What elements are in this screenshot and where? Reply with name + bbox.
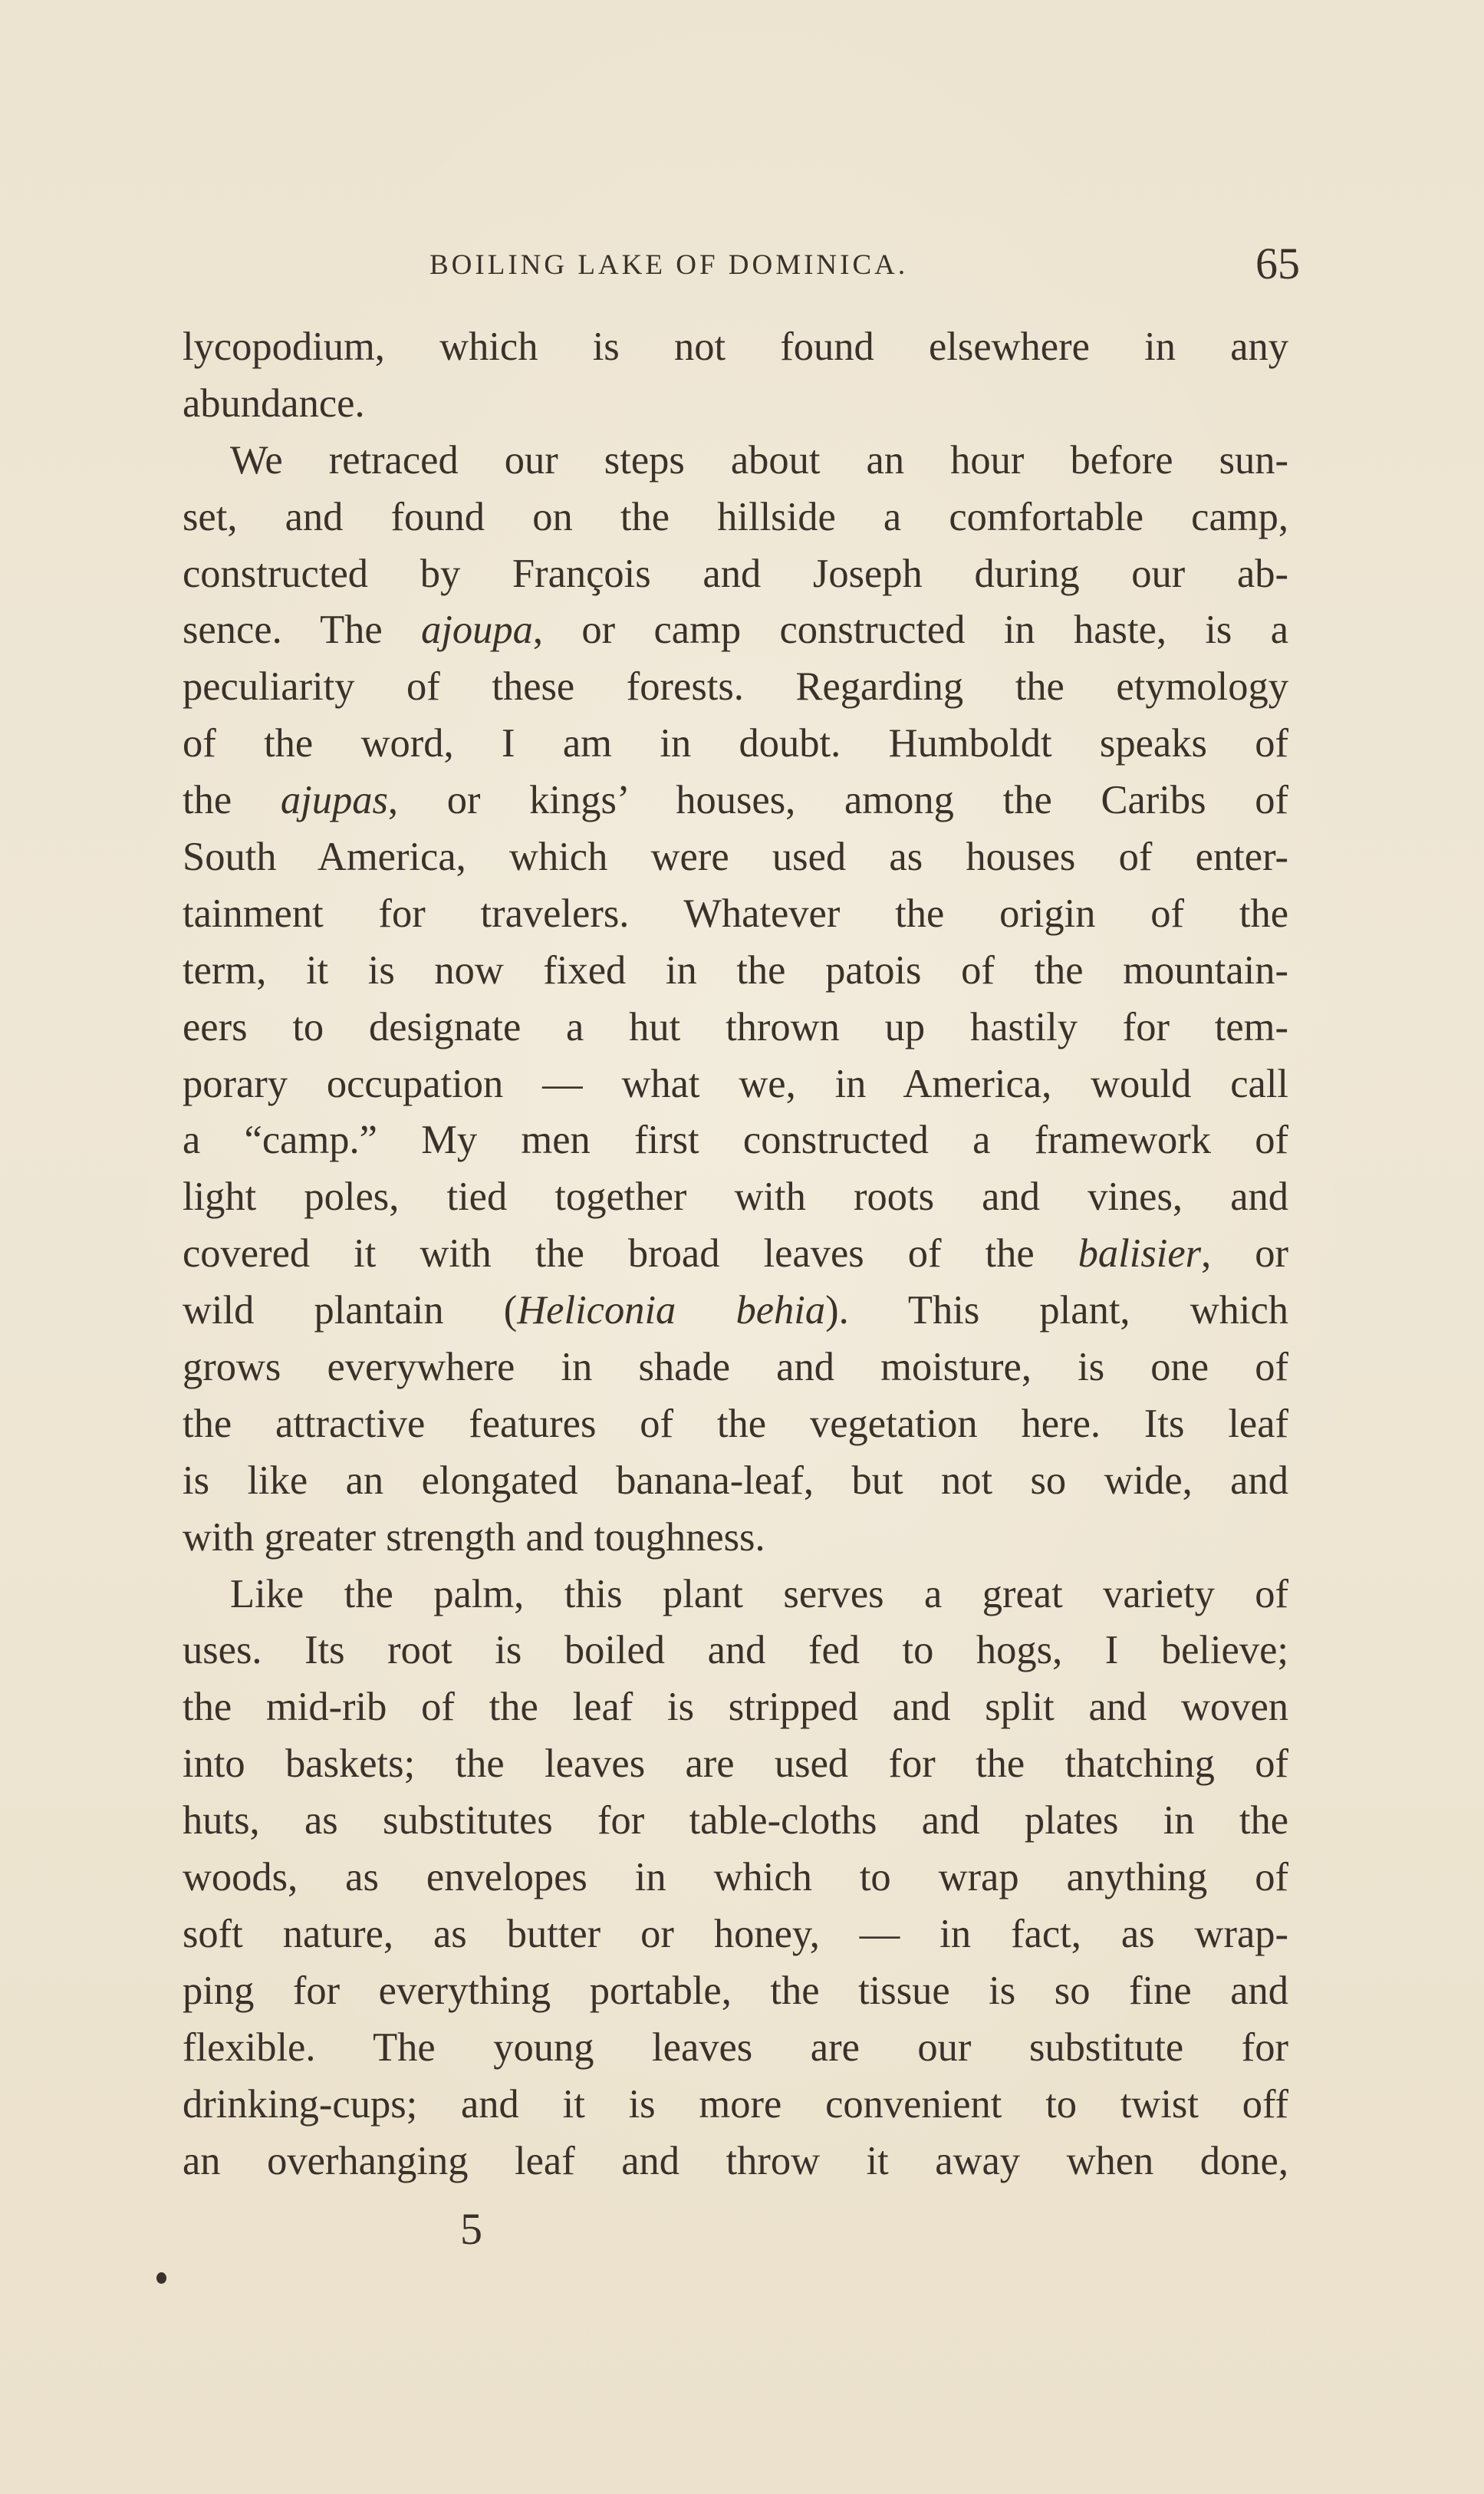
text-line: sence. The ajoupa, or camp constructed in haste, is a [183, 608, 1288, 653]
ink-speck [156, 2272, 166, 2284]
text-line: of the word, I am in doubt. Humboldt speaks of [183, 721, 1288, 766]
italic-term: ajupas [280, 778, 388, 823]
text-line: flexible. The young leaves are our substitute for [183, 2025, 1288, 2070]
text-line: eers to designate a hut thrown up hastily for tem- [183, 1004, 1288, 1049]
text-line: huts, as substitutes for table-cloths and plates in the [183, 1798, 1288, 1843]
text-line: drinking-cups; and it is more convenient to twist off [183, 2081, 1288, 2127]
italic-term: ajoupa [421, 608, 533, 653]
body-text [183, 319, 1288, 2189]
text-line: a “camp.” My men first constructed a framework of [183, 1118, 1288, 1163]
text-line: South America, which were used as houses of enter- [183, 835, 1288, 880]
text-line: abundance. [183, 381, 365, 426]
italic-term: balisier [1078, 1231, 1202, 1277]
text-line: soft nature, as butter or honey, — in fact, as wrap- [183, 1911, 1288, 1956]
text-line: We retraced our steps about an hour before sun- [230, 437, 1288, 483]
text-line: set, and found on the hillside a comfortable camp, [183, 494, 1288, 539]
text-line: porary occupation — what we, in America, would call [183, 1061, 1288, 1106]
text-line: term, it is now fixed in the patois of the mountain- [183, 947, 1288, 993]
running-title: BOILING LAKE OF DOMINICA. [429, 249, 909, 281]
text-line: covered it with the broad leaves of the balisier, or [183, 1231, 1289, 1277]
running-head [429, 239, 1300, 305]
text-line: uses. Its root is boiled and fed to hogs, I believe; [183, 1628, 1288, 1673]
text-line: woods, as envelopes in which to wrap anything of [183, 1855, 1288, 1900]
page-number: 65 [1255, 239, 1300, 288]
text-line: lycopodium, which is not found elsewhere in any [183, 325, 1288, 369]
text-line: light poles, tied together with roots and vines, and [183, 1175, 1288, 1220]
text-line: ping for everything portable, the tissue is so fine and [183, 1968, 1288, 2013]
text-line: an overhanging leaf and throw it away when done, [183, 2138, 1288, 2183]
text-line: grows everywhere in shade and moisture, is one of [183, 1345, 1288, 1390]
text-line: is like an elongated banana-leaf, but not so wide, and [183, 1458, 1288, 1503]
text-line: into baskets; the leaves are used for the thatching of [183, 1741, 1288, 1787]
text-line: the attractive features of the vegetation here. Its leaf [183, 1401, 1288, 1446]
text-line: Like the palm, this plant serves a great variety of [230, 1571, 1288, 1616]
signature-mark: 5 [460, 2204, 482, 2254]
text-line: with greater strength and toughness. [183, 1514, 765, 1560]
text-line: constructed by François and Joseph during our ab- [183, 551, 1288, 596]
text-line: the ajupas, or kings’ houses, among the Caribs of [183, 778, 1288, 823]
text-line: tainment for travelers. Whatever the origin of the [183, 891, 1288, 936]
text-line: peculiarity of these forests. Regarding the etymology [183, 664, 1288, 710]
text-line: the mid-rib of the leaf is stripped and split and woven [183, 1685, 1288, 1730]
text-line: wild plantain (Heliconia behia). This plant, which [183, 1288, 1288, 1333]
italic-term: Heliconia behia [517, 1288, 826, 1333]
